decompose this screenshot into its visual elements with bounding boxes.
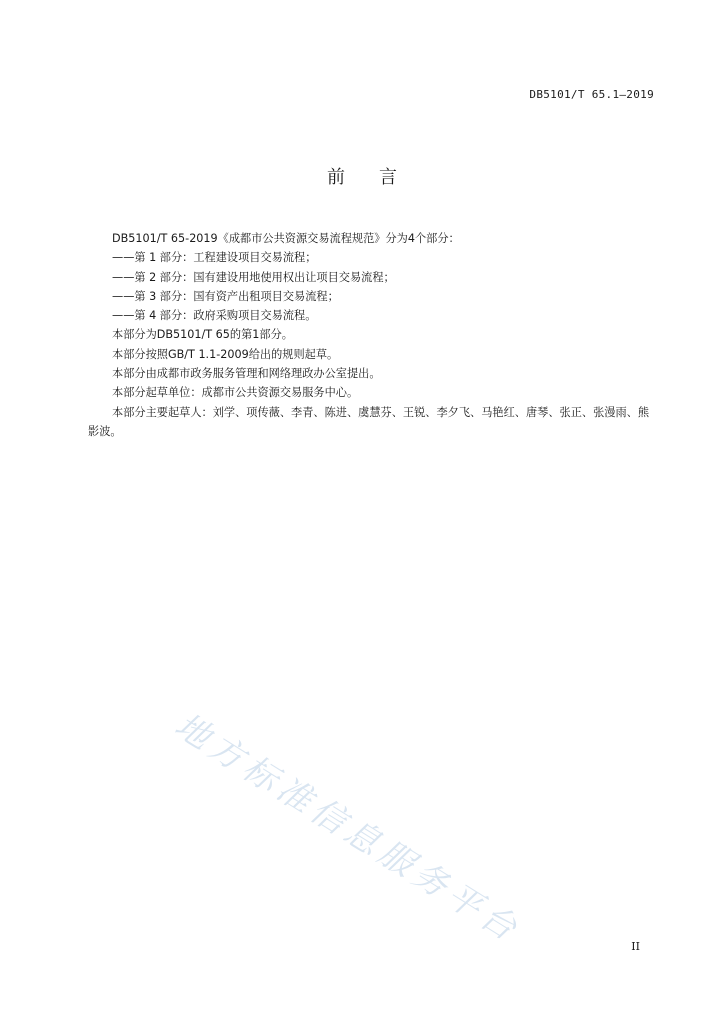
- page-title: 前言: [327, 167, 431, 188]
- part-list-item: ——第 3 部分：国有资产出租项目交易流程；: [112, 289, 339, 303]
- watermark: 地方标准信息服务平台: [167, 705, 528, 952]
- document-code: DB5101/T 65.1—2019: [529, 88, 654, 101]
- statement-paragraph: 本部分由成都市政务服务管理和网络理政办公室提出。: [112, 367, 381, 381]
- statement-paragraph: 本部分为DB5101/T 65的第1部分。: [112, 328, 293, 342]
- drafters-paragraph: 本部分主要起草人：刘学、项传薇、李青、陈进、虞慧芬、王锐、李夕飞、马艳红、唐琴、张正、张漫雨、熊影波。: [88, 405, 650, 438]
- statement-paragraph: 本部分按照GB/T 1.1-2009给出的规则起草。: [112, 347, 339, 361]
- page-number: II: [631, 940, 640, 953]
- part-list-item: ——第 4 部分：政府采购项目交易流程。: [112, 309, 317, 323]
- intro-paragraph: DB5101/T 65-2019《成都市公共资源交易流程规范》分为4个部分：: [112, 232, 460, 245]
- part-list-item: ——第 1 部分：工程建设项目交易流程；: [112, 251, 317, 265]
- foreword-body: [88, 229, 658, 441]
- statement-paragraph: 本部分起草单位：成都市公共资源交易服务中心。: [112, 386, 359, 400]
- part-list-item: ——第 2 部分：国有建设用地使用权出让项目交易流程；: [112, 270, 395, 284]
